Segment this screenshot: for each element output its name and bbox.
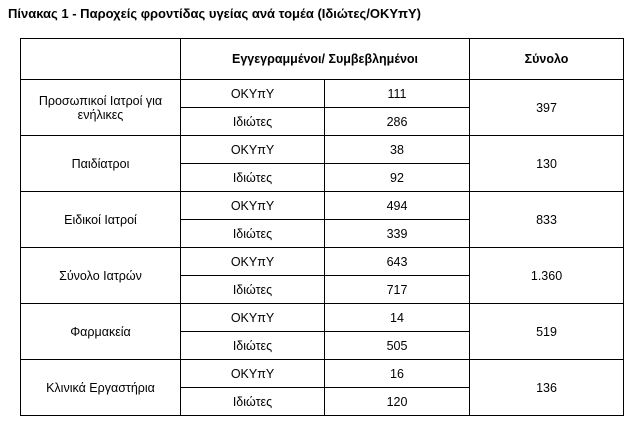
header-row	[21, 39, 624, 80]
header-registered: Εγγεγραμμένοι/ Συμβεβλημένοι	[181, 39, 470, 80]
sector-cell: ΟΚΥπΥ	[181, 360, 325, 388]
value-cell: 16	[325, 360, 470, 388]
total-cell: 136	[470, 360, 624, 416]
sector-cell: ΟΚΥπΥ	[181, 248, 325, 276]
table-row	[21, 360, 624, 388]
sector-cell: Ιδιώτες	[181, 276, 325, 304]
sector-cell: Ιδιώτες	[181, 108, 325, 136]
total-cell: 833	[470, 192, 624, 248]
table-row	[21, 248, 624, 276]
table-row	[21, 192, 624, 220]
value-cell: 14	[325, 304, 470, 332]
row-label: Ειδικοί Ιατροί	[21, 192, 181, 248]
value-cell: 643	[325, 248, 470, 276]
sector-cell: ΟΚΥπΥ	[181, 80, 325, 108]
value-cell: 38	[325, 136, 470, 164]
value-cell: 505	[325, 332, 470, 360]
table-caption: Πίνακας 1 - Παροχείς φροντίδας υγείας ανά τομέα (Ιδιώτες/ΟΚΥπΥ)	[8, 6, 421, 21]
value-cell: 111	[325, 80, 470, 108]
row-label: Κλινικά Εργαστήρια	[21, 360, 181, 416]
sector-cell: ΟΚΥπΥ	[181, 136, 325, 164]
sector-cell: Ιδιώτες	[181, 220, 325, 248]
value-cell: 286	[325, 108, 470, 136]
row-label: Σύνολο Ιατρών	[21, 248, 181, 304]
sector-cell: ΟΚΥπΥ	[181, 304, 325, 332]
value-cell: 494	[325, 192, 470, 220]
header-blank	[21, 39, 181, 80]
value-cell: 339	[325, 220, 470, 248]
sector-cell: ΟΚΥπΥ	[181, 192, 325, 220]
sector-cell: Ιδιώτες	[181, 332, 325, 360]
row-label: Προσωπικοί Ιατροί για ενήλικες	[21, 80, 181, 136]
table-row	[21, 304, 624, 332]
table-row	[21, 80, 624, 108]
total-cell: 519	[470, 304, 624, 360]
table-row	[21, 136, 624, 164]
header-total: Σύνολο	[470, 39, 624, 80]
row-label: Φαρμακεία	[21, 304, 181, 360]
providers-table	[20, 38, 624, 416]
total-cell: 1.360	[470, 248, 624, 304]
value-cell: 717	[325, 276, 470, 304]
total-cell: 397	[470, 80, 624, 136]
row-label: Παιδίατροι	[21, 136, 181, 192]
sector-cell: Ιδιώτες	[181, 388, 325, 416]
sector-cell: Ιδιώτες	[181, 164, 325, 192]
value-cell: 92	[325, 164, 470, 192]
total-cell: 130	[470, 136, 624, 192]
value-cell: 120	[325, 388, 470, 416]
